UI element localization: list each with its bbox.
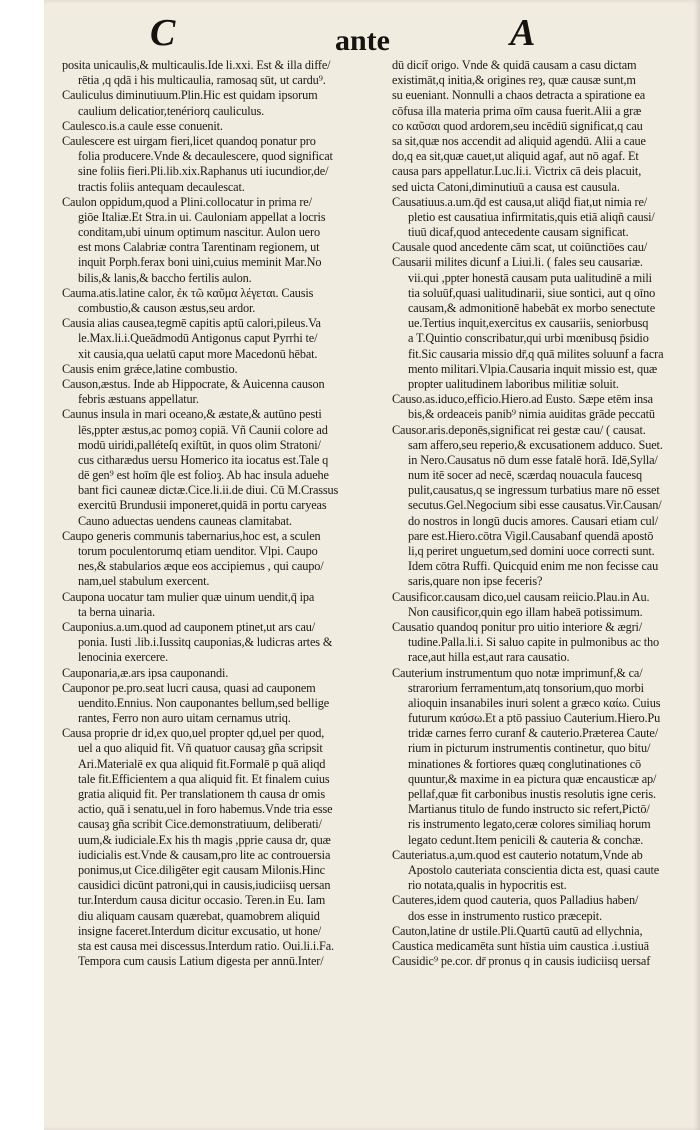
right-column-line: pellaf,quæ fit carbonibus inustis resolutis igne ceris. <box>408 787 656 801</box>
left-column-line: posita unicaulis,& multicaulis.Ide li.xxi. Est & illa diffe/ <box>62 58 331 72</box>
header-running-word: ante <box>335 24 390 57</box>
right-column-line: Causale quod ancedente cām scat, ut coiūnctiōes cau/ <box>392 240 648 255</box>
left-column-line: Caupona uocatur tam mulier quæ uinum uendit,q̄ ipa <box>62 589 315 604</box>
right-column-line: num itē socer ad necē, scærdaq nouacula faucesq <box>408 468 643 483</box>
left-column-line: bilis,& lanis,& baccho fertilis aulon. <box>78 270 252 285</box>
left-column-line: Ari.Materialē ex qua aliquid fit.Formalē p quā aliqd <box>78 756 326 771</box>
right-column-line: sed uicta Catoni,diminutiuū a causa est causula. <box>392 179 620 194</box>
right-column-line: su eueniant. Nonnulli a chaos detracta a spiratione ea <box>392 88 646 103</box>
right-column-line: Causor.aris.deponēs,significat rei gestæ cau/ ( causat. <box>392 422 646 437</box>
right-column-line: Causatio quandoq ponitur pro uitio interiore & ægri/ <box>392 619 643 634</box>
left-column-line: causaȝ gña scribit Cice.demonstratiuum, deliberati/ <box>78 817 322 832</box>
right-column-line: Cauteres,idem quod cauteria, quos Palladius haben/ <box>392 893 639 908</box>
left-column-line: ta berna uinaria. <box>78 604 155 619</box>
left-column-line: Cauponius.a.um.quod ad cauponem ptinet,ut ars cau/ <box>62 619 316 634</box>
right-column-line: sam affero,seu reperio,& excusationem adduco. Suet. <box>408 437 663 452</box>
left-column-line: tale fit.Efficientem a qua aliquid fit. Et finalem cuius <box>78 771 330 786</box>
right-column-line: Causidic⁹ pe.cor. dr̄ pronus q in causis iudiciisq uersaf <box>392 954 651 969</box>
left-column-line: causidici dicūnt patroni,qui in causis,iudiciisq uersan <box>78 878 331 893</box>
left-column-line: ponimus,ut Cice.diligēter egit causam Milonis.Hinc <box>78 862 325 877</box>
left-column-line: Tempora cum causis Latium digesta per annū.Inter/ <box>78 954 324 969</box>
left-column-line: Caupo generis communis tabernarius,hoc est, a sculen <box>62 528 321 543</box>
left-column-line: actio, quā i senatu,uel in foro habemus.Vnde tria esse <box>78 802 333 817</box>
right-column-line: tridæ carnes ferro curanf & cauterio.Præterea Caute/ <box>408 726 658 741</box>
left-column-line: nam,uel stabulum exercent. <box>78 574 210 589</box>
left-column-line: Cauponor pe.pro.seat lucri causa, quasi ad cauponem <box>62 680 316 695</box>
left-column-line: uendito.Ennius. Non cauponantes bellum,sed bellige <box>78 695 330 710</box>
right-column-line: strarorium ferramentum,atq tonsorium,quo morbi <box>408 680 644 695</box>
left-column-line: bant fici cauneæ dictæ.Cice.li.ii.de diui. Cū M.Crassus <box>78 483 339 498</box>
right-column-line: dos esse in instrumento rustico præcepit. <box>408 908 602 923</box>
right-column-line: Causatiuus.a.um.q̄d est causa,ut aliq̄d fiat,ut nimia re/ <box>392 194 648 209</box>
left-column-line: giōe Italiæ.Et Stra.in ui. Cauloniam appellat a locris <box>78 209 326 224</box>
left-column-line: Causia alias causea,tegmē capitis aptū calori,pileus.Va <box>62 316 321 331</box>
left-column-line: uum,& iudiciale.Ex his th magis ,pprie causa dr, quæ <box>78 832 331 847</box>
left-column-line: nes,& stabularios æque eos accipiemus , qui caupo/ <box>78 559 324 574</box>
right-column-line: Cauton,latine dr ustile.Pli.Quartū cautū ad ellychnia, <box>392 923 643 938</box>
right-column-line: race,aut hilla est,aut rara causatio. <box>408 650 570 665</box>
right-column-line: Idem cōtra Ruffi. Quicquid enim me non fecisse cau <box>408 559 659 574</box>
right-column-line: existimāt,q initia,& origines reȝ, quæ causæ sunt,m <box>392 73 636 88</box>
right-column-line: sa sit,quæ nos accendit ad aliquid agendū. Alii a caue <box>392 133 646 148</box>
left-column-line: uel a quo aliquid fit. Vñ quatuor causaȝ gña scripsit <box>78 741 323 756</box>
right-column-line: mento militari.Vlpia.Causaria inquit missio est, quæ <box>408 361 658 376</box>
left-column-line: Causon,æstus. Inde ab Hippocrate, & Auicenna causon <box>62 376 325 391</box>
right-column-line: do,q ea sit,quæ cauet,ut aliquid agaf, aut nō agaf. Et <box>392 149 639 164</box>
left-column-line: inquit Porph.ferax boni uini,cuius meminit Mar.No <box>78 255 322 270</box>
left-column-line: diu aliquam causam quærebat, quamobrem aliquid <box>78 908 320 923</box>
right-column-line: ris instrumento legato,ceræ colores similiaq horum <box>408 817 651 832</box>
left-column-line: combustio,& causon æstus,seu ardor. <box>78 301 256 315</box>
right-column-line: secutus.Gel.Negocium sibi esse causatus.Vir.Causan/ <box>408 498 662 513</box>
right-column-line: rium in picturum instrumentis continetur, quo bitu/ <box>408 741 651 756</box>
right-column-line: rio notata,qualis in hypocritis est. <box>408 878 567 893</box>
right-column-line: pare est.Hiero.cōtra Vigil.Causabanf quendā apostō <box>408 528 654 543</box>
right-column-line: fit.Sic causaria missio dr̄,q quā milites soluunf a facra <box>408 346 664 361</box>
left-column-line: insigne faceret.Interdum dicitur excusatio, ut hone/ <box>78 923 322 938</box>
left-column-line: ponia. Iusti .lib.i.Iussitq cauponias,& ludicras artes & <box>78 635 333 650</box>
left-column-line: caulium delicatior,tenériorq cauliculus. <box>78 103 265 118</box>
right-column-line: minationes & fortiores quæq conglutinationes cō <box>408 756 642 771</box>
right-column-line: vii.qui ,ppter honestā causam puta ualitudinē a mili <box>408 270 652 285</box>
header-left-letter: C <box>150 12 176 54</box>
right-column-line: propter ualitudinem laboribus militiæ soluit. <box>408 376 619 391</box>
left-column-line: modū uiridi,palléteſq exiſtūt, in quos olim Stratoni/ <box>78 437 321 452</box>
right-column-line: li,q periret unguetum,sed domini uoce correcti sunt. <box>408 544 655 558</box>
left-column-line: Caulon oppidum,quod a Plini.collocatur in prima re/ <box>62 194 312 209</box>
left-column-line: febris æstuans appellatur. <box>78 392 199 407</box>
right-column-line: Martianus titulo de fundo instructo sic refert,Pictō/ <box>408 802 650 817</box>
right-column-line: tudine.Palla.li.i. Si saluo capite in pulmonibus ac tho <box>408 635 659 650</box>
header-right-letter: A <box>510 12 536 54</box>
right-column-line: cōfusa illa materia prima oīm causa fuerit.Alii a græ <box>392 103 642 118</box>
left-column-line: torum poculentorumq etiam uenditor. Vlpi. Caupo <box>78 544 318 558</box>
right-column-line: Non causificor,quin ego illam habeā potissimum. <box>408 604 643 619</box>
right-column-line: ue.Tertius inquit,exercitus ex causariis, seniorbusq <box>408 316 649 331</box>
right-column-line: do nostros in longū ducis amores. Causari etiam cul/ <box>408 513 659 528</box>
right-column-line: Causificor.causam dico,uel causam reiicio.Plau.in Au. <box>392 589 650 604</box>
left-column-line: Causis enim grǽce,latine combustio. <box>62 361 238 376</box>
right-column-line: Apostolo cauteriata conscientia dicta est, quasi caute <box>408 862 660 877</box>
left-column-line: lēs,ppter æstus,ac pomoȝ copiā. Vñ Caunii colore ad <box>78 422 328 437</box>
left-column <box>62 58 376 969</box>
left-column-line: Cauma.atis.latine calor, ἐκ τῶ καῦμα λέγεται. Causis <box>62 285 314 300</box>
right-column-line: co καῦσαι quod ardorem,seu incēdiū significat,q cau <box>392 118 643 133</box>
left-column-line: gratia aliquid fit. Per translationem th causa dr omis <box>78 787 325 801</box>
left-column-line: folia producere.Vnde & decaulescere, quod significat <box>78 149 333 164</box>
right-column-line: saris,quare non ipse feceris? <box>408 574 543 589</box>
right-column-line: causa pars appellatur.Luc.li.i. Victrix cā deis placuit, <box>392 164 642 179</box>
right-column-line: Cauteriatus.a,um.quod est cauterio notatum,Vnde ab <box>392 847 643 862</box>
left-column-line: Caulesco.is.a caule esse conuenit. <box>62 118 223 133</box>
left-column-line: Caulescere est uirgam fieri,licet quandoq ponatur pro <box>62 133 316 148</box>
left-column-line: Caunus insula in mari oceano,& æstate,& autūno pesti <box>62 407 322 422</box>
left-column-line: Cauno aduectas uendens cauneas clamitabat. <box>78 513 292 528</box>
left-column-line: dē gen⁹ est hoīm q̄le est folioȝ. Ab hac insula aduehe <box>78 468 329 483</box>
right-column-line: in Nero.Causatus nō dum esse fatalē horā. Idē,Sylla/ <box>408 452 658 467</box>
right-column-line: bis,& ordeaceis panib⁹ nimia auiditas grāde peccatū <box>408 407 655 422</box>
right-column-line: Caustica medicamēta sunt hīstia uim caustica .i.ustiuā <box>392 938 649 953</box>
left-column-line: tractis foliis antequam decaulescat. <box>78 179 245 194</box>
left-column-line: xit causia,qua uelatū caput more Macedonū hēbat. <box>78 346 318 361</box>
left-column-line: lenocinia exercere. <box>78 650 168 665</box>
left-column-line: cus citharædus uersu Homerico ita iocatus est.Tale q <box>78 452 329 467</box>
right-column-line: Cauterium instrumentum quo notæ imprimunf,& ca/ <box>392 665 643 680</box>
right-column <box>392 58 692 969</box>
right-column-line: alioquin insanabiles inuri solent a græco καίω. Cuius <box>408 695 661 710</box>
left-column-line: sine foliis fieri.Pli.lib.xix.Raphanus uti iucundior,de/ <box>78 164 329 179</box>
left-column-line: Cauliculus diminutiuum.Plin.Hic est quidam ipsorum <box>62 88 318 103</box>
left-column-line: est mons Calabriæ contra Tarentinam regionem, ut <box>78 240 320 255</box>
left-column-line: le.Max.li.i.Queādmodū Antigonus caput Pyrrhi te/ <box>78 331 318 346</box>
left-column-line: iudicialis est.Vnde & causam,pro lite ac controuersia <box>78 847 331 862</box>
right-column-line: tiuū dicaf,quod antecedente causam significat. <box>408 225 629 240</box>
left-column-line: rētia ,q qdā i his multicaulia, ramosaq sūt, ut cardu⁹. <box>78 73 326 88</box>
right-column-line: Causarii milites dicunf a Liui.li. ( fales seu causariæ. <box>392 255 643 270</box>
right-column-line: legato cedunt.Item penicili & cauteria & conchæ. <box>408 832 644 847</box>
right-column-line: a T.Quintio conscribatur,qui urbi mœnibusq p̄sidio <box>408 331 649 346</box>
right-column-line: tia soluūf,quasi ualitudinarii, siue sontici, aut q oīno <box>408 285 656 300</box>
left-column-line: conditam,ubi uinum optimum nascitur. Aulon uero <box>78 225 320 240</box>
right-column-line: quuntur,& maxime in ea pictura quæ encausticæ ap/ <box>408 771 657 786</box>
left-column-line: tur.Interdum causa dicitur occasio. Teren.in Eu. Iam <box>78 893 326 908</box>
left-column-line: Causa proprie dr id,ex quo,uel propter qd,uel per quod, <box>62 726 325 741</box>
left-column-line: rantes, Ferro non auro uitam cernamus utriq. <box>78 711 291 726</box>
right-column-line: causam,& admonitionē habebāt ex morbo senectute <box>408 301 655 315</box>
right-column-line: futurum καύσω.Et a ptō passiuo Cauterium.Hiero.Pu <box>408 711 661 726</box>
right-column-line: dū dicit̄ origo. Vnde & quidā causam a casu dictam <box>392 58 637 72</box>
left-column-line: exercitū Brundusii imponeret,quidā in portu caryeas <box>78 498 327 513</box>
right-column-line: pletio est causatiua infirmitatis,quis etiā aliqñ causi/ <box>408 209 655 224</box>
left-column-line: Cauponaria,æ.ars ipsa cauponandi. <box>62 665 229 680</box>
right-column-line: pulit,causatus,q se ingressum turbatius mare nō esset <box>408 483 660 498</box>
right-column-line: Causo.as.iduco,efficio.Hiero.ad Eusto. Sæpe etēm insa <box>392 392 653 407</box>
left-column-line: sta est causa mei discessus.Interdum ratio. Oui.li.i.Fa. <box>78 938 334 953</box>
